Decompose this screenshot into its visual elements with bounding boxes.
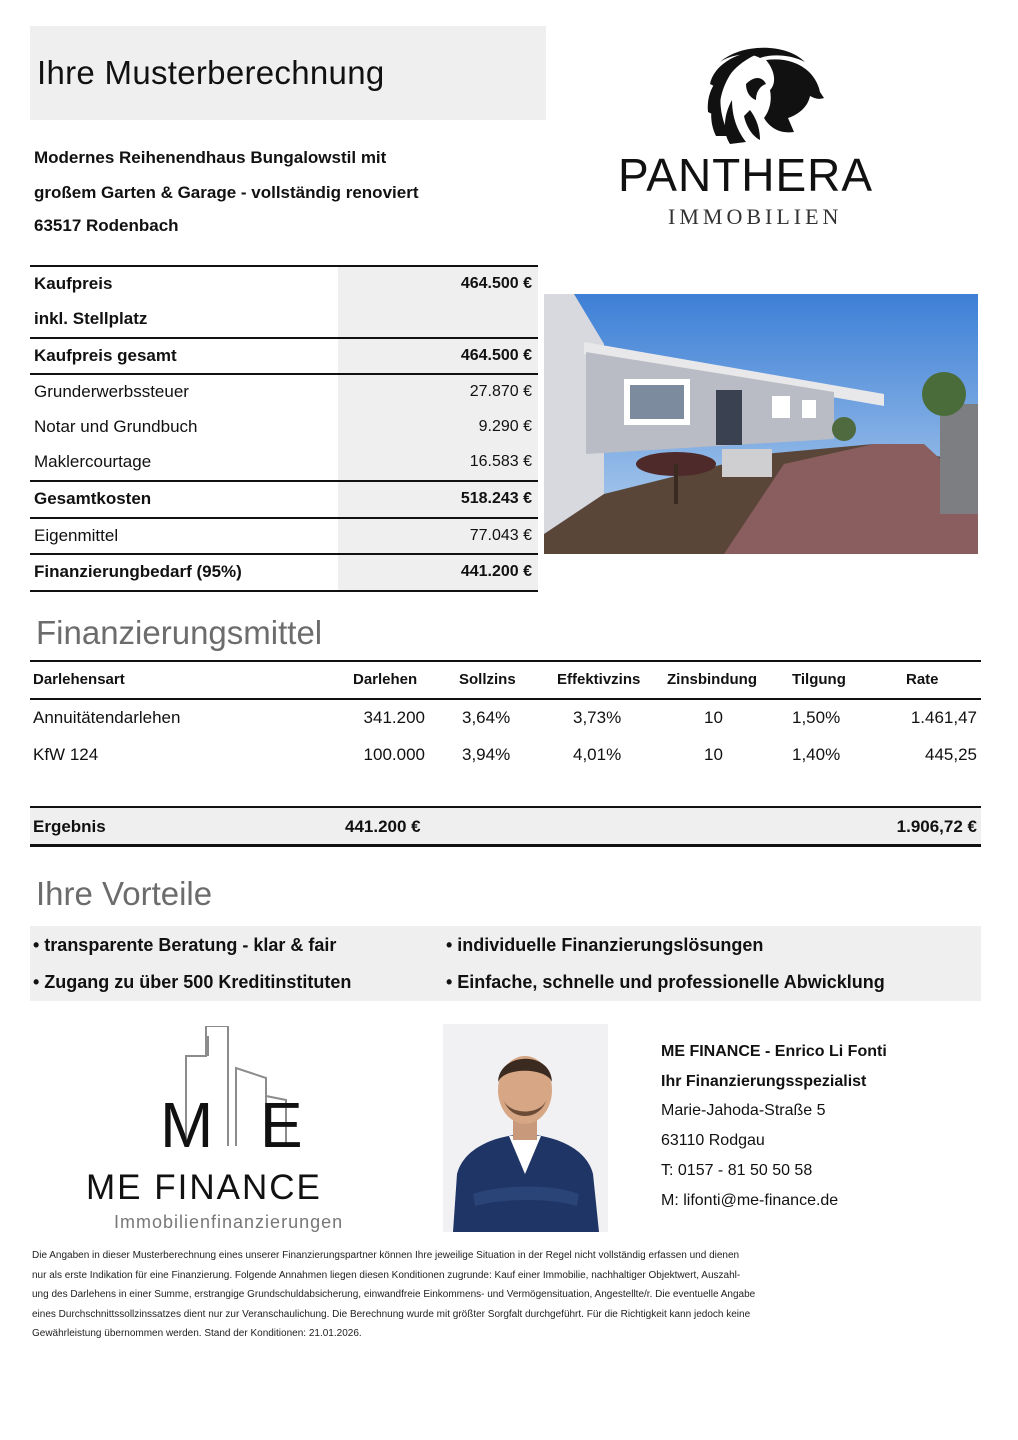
cost-table bbox=[30, 265, 538, 592]
cost-row bbox=[30, 302, 538, 337]
result-row bbox=[30, 806, 981, 847]
cost-row bbox=[30, 480, 538, 517]
cost-value: 9.290 € bbox=[338, 410, 538, 445]
disclaimer-line: ung des Darlehens in einer Summe, erstrangige Grundschuldabsicherung, einwandfreie Einkommens- und Vermögensituation, Angestellte/r. Die eventuelle Angabe bbox=[32, 1289, 756, 1301]
advantage-item: • transparente Beratung - klar & fair bbox=[33, 935, 337, 955]
contact-street: Marie-Jahoda-Straße 5 bbox=[661, 1102, 826, 1119]
disclaimer-line: eines Durchschnittssollzinssatzes dient nur zur Veranschaulichung. Die Berechnung wurde mit größter Sorgfalt durchgeführt. Für die Richtigkeit kann jedoch keine bbox=[32, 1308, 751, 1320]
loan-sollzins: 3,64% bbox=[462, 708, 511, 727]
me-logo-sub: Immobilienfinanzierungen bbox=[114, 1212, 344, 1232]
cost-label: Finanzierungbedarf (95%) bbox=[34, 562, 242, 582]
loan-zinsbindung: 10 bbox=[704, 745, 723, 764]
loan-type: KfW 124 bbox=[33, 745, 99, 764]
cost-value: 77.043 € bbox=[338, 519, 538, 554]
col-effektivzins: Effektivzins bbox=[557, 671, 641, 688]
cost-row bbox=[30, 445, 538, 480]
property-location: 63517 Rodenbach bbox=[34, 216, 179, 235]
cost-row bbox=[30, 267, 538, 302]
contact-role: Ihr Finanzierungsspezialist bbox=[661, 1073, 867, 1090]
cost-label: Maklercourtage bbox=[34, 451, 152, 471]
cost-row bbox=[30, 410, 538, 445]
cost-value: 464.500 € bbox=[338, 339, 538, 374]
disclaimer-line: nur als erste Indikation für eine Finanzierung. Folgende Annahmen liegen diesen Konditionen zugrunde: Kauf einer Immobilie, nachhaltiger Objektwert, Auszahl- bbox=[32, 1269, 741, 1281]
contact-city: 63110 Rodgau bbox=[661, 1132, 765, 1149]
cost-label: Kaufpreis bbox=[34, 274, 113, 293]
cost-label: Eigenmittel bbox=[34, 525, 119, 545]
cost-label: inkl. Stellplatz bbox=[34, 308, 148, 328]
cost-row bbox=[30, 517, 538, 554]
loan-tilgung: 1,50% bbox=[792, 708, 841, 727]
cost-value: 464.500 € bbox=[338, 267, 538, 302]
cost-label: Grunderwerbssteuer bbox=[34, 382, 189, 402]
panthera-sub: IMMOBILIEN bbox=[668, 204, 843, 229]
col-zinsbindung: Zinsbindung bbox=[667, 671, 757, 688]
cost-row bbox=[30, 553, 538, 592]
cost-value: 518.243 € bbox=[338, 482, 538, 517]
contact-name: ME FINANCE - Enrico Li Fonti bbox=[661, 1043, 887, 1060]
loan-effektivzins: 3,73% bbox=[573, 708, 622, 727]
me-finance-logo bbox=[86, 1026, 376, 1234]
house-photo bbox=[544, 294, 978, 554]
col-rate: Rate bbox=[906, 671, 939, 688]
panthera-logo bbox=[610, 40, 920, 235]
financing-table-header bbox=[30, 660, 981, 700]
disclaimer-line: Die Angaben in dieser Musterberechnung eines unserer Finanzierungspartner können Ihre jeweilige Situation in der Regel nicht vollständig erfassen und dienen bbox=[32, 1250, 740, 1261]
advantages-heading: Ihre Vorteile bbox=[36, 875, 213, 912]
contact-phone[interactable]: T: 0157 - 81 50 50 58 bbox=[661, 1162, 813, 1179]
cost-row bbox=[30, 337, 538, 374]
loan-type: Annuitätendarlehen bbox=[33, 708, 181, 727]
cost-value: 27.870 € bbox=[338, 375, 538, 410]
me-logo-e: E bbox=[260, 1089, 303, 1161]
result-loan: 441.200 € bbox=[345, 817, 421, 836]
cost-value bbox=[338, 302, 538, 337]
cost-value: 16.583 € bbox=[338, 445, 538, 480]
contact-email[interactable]: M: lifonti@me-finance.de bbox=[661, 1192, 839, 1209]
loan-rate: 1.461,47 bbox=[910, 708, 977, 727]
disclaimer bbox=[32, 1246, 882, 1344]
panthera-name: PANTHERA bbox=[618, 149, 874, 201]
cost-label: Gesamtkosten bbox=[34, 488, 152, 508]
me-logo-m: M bbox=[160, 1089, 214, 1161]
col-darlehensart: Darlehensart bbox=[33, 671, 125, 688]
title-box bbox=[30, 26, 546, 120]
table-row bbox=[30, 737, 981, 774]
cost-value: 441.200 € bbox=[338, 555, 538, 590]
advantages-box bbox=[30, 926, 981, 1001]
advantage-item: • Einfache, schnelle und professionelle Abwicklung bbox=[446, 972, 885, 992]
loan-rate: 445,25 bbox=[925, 745, 977, 764]
financing-heading: Finanzierungsmittel bbox=[36, 614, 323, 651]
cost-label: Kaufpreis gesamt bbox=[34, 345, 177, 365]
loan-zinsbindung: 10 bbox=[704, 708, 723, 727]
page-title: Ihre Musterberechnung bbox=[37, 54, 385, 91]
table-row bbox=[30, 700, 981, 737]
property-line-1: Modernes Reihenendhaus Bungalowstil mit bbox=[34, 148, 387, 167]
property-line-2: großem Garten & Garage - vollständig renoviert bbox=[34, 183, 419, 202]
advantage-item: • individuelle Finanzierungslösungen bbox=[446, 935, 764, 955]
cost-row bbox=[30, 373, 538, 410]
loan-amount: 341.200 bbox=[363, 708, 425, 727]
buildings-icon bbox=[86, 1026, 376, 1166]
result-rate: 1.906,72 € bbox=[896, 817, 977, 836]
financing-table bbox=[30, 660, 981, 774]
advisor-portrait bbox=[443, 1024, 608, 1232]
cost-label: Notar und Grundbuch bbox=[34, 417, 198, 437]
disclaimer-line: Gewährleistung übernommen werden. Stand der Konditionen: 21.01.2026. bbox=[32, 1328, 362, 1340]
col-tilgung: Tilgung bbox=[792, 671, 846, 688]
me-logo-name: ME FINANCE bbox=[86, 1168, 322, 1207]
advantage-item: • Zugang zu über 500 Kreditinstituten bbox=[33, 972, 352, 992]
col-sollzins: Sollzins bbox=[459, 671, 516, 688]
col-darlehen: Darlehen bbox=[353, 671, 418, 688]
result-label: Ergebnis bbox=[33, 817, 106, 836]
loan-amount: 100.000 bbox=[363, 745, 425, 764]
loan-effektivzins: 4,01% bbox=[573, 745, 622, 764]
loan-sollzins: 3,94% bbox=[462, 745, 511, 764]
loan-tilgung: 1,40% bbox=[792, 745, 841, 764]
